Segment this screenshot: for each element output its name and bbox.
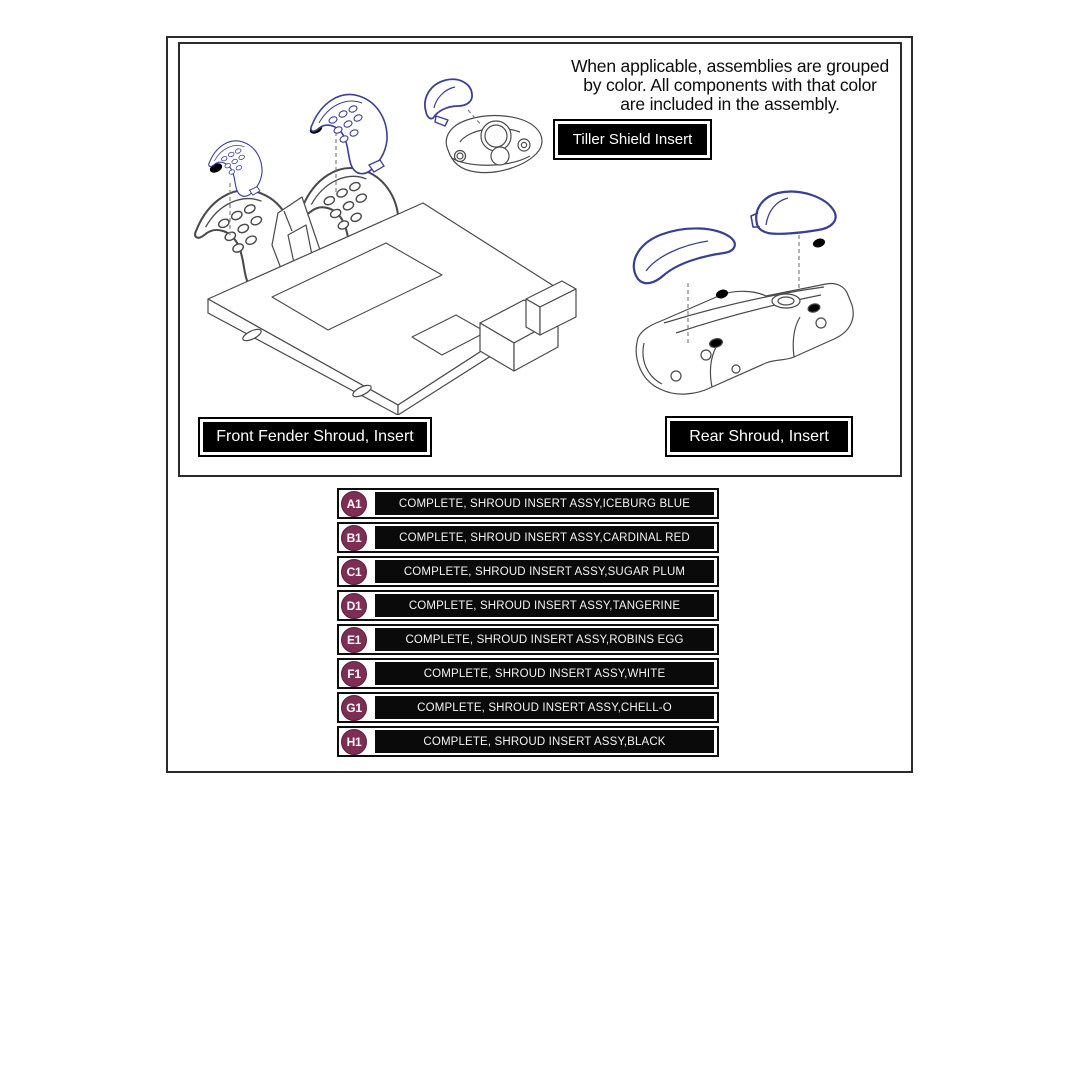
part-ref-badge: C1 (341, 559, 367, 585)
part-description: COMPLETE, SHROUD INSERT ASSY,BLACK (375, 730, 714, 753)
part-description: COMPLETE, SHROUD INSERT ASSY,CARDINAL RED (375, 526, 714, 549)
tiller-shield-label-text: Tiller Shield Insert (558, 124, 707, 155)
parts-list-row (337, 556, 719, 587)
parts-list-row (337, 658, 719, 689)
part-ref-badge: F1 (341, 661, 367, 687)
tiller-shield-label (553, 119, 712, 160)
part-ref-badge: H1 (341, 729, 367, 755)
parts-list-row (337, 624, 719, 655)
front-fender-label-text: Front Fender Shroud, Insert (203, 422, 427, 452)
part-ref-badge: D1 (341, 593, 367, 619)
part-description: COMPLETE, SHROUD INSERT ASSY,CHELL-O (375, 696, 714, 719)
rear-shroud-label (665, 416, 853, 457)
rear-shroud-drawing (616, 183, 896, 408)
tiller-insert (425, 79, 472, 126)
part-ref-badge: G1 (341, 695, 367, 721)
note-line-2: by color. All components with that color (583, 75, 877, 95)
rear-insert-right (751, 192, 836, 234)
part-description: COMPLETE, SHROUD INSERT ASSY,SUGAR PLUM (375, 560, 714, 583)
front-fender-label (198, 417, 432, 457)
part-description: COMPLETE, SHROUD INSERT ASSY,ROBINS EGG (375, 628, 714, 651)
parts-list-row (337, 522, 719, 553)
parts-list-row (337, 692, 719, 723)
parts-list-row (337, 590, 719, 621)
parts-list-row (337, 726, 719, 757)
rear-insert-left (634, 228, 735, 283)
rear-shroud-label-text: Rear Shroud, Insert (670, 421, 848, 452)
parts-list-row (337, 488, 719, 519)
part-description: COMPLETE, SHROUD INSERT ASSY,TANGERINE (375, 594, 714, 617)
part-description: COMPLETE, SHROUD INSERT ASSY,ICEBURG BLUE (375, 492, 714, 515)
note-line-3: are included in the assembly. (620, 94, 840, 114)
note-line-1: When applicable, assemblies are grouped (570, 56, 890, 76)
part-description: COMPLETE, SHROUD INSERT ASSY,WHITE (375, 662, 714, 685)
part-ref-badge: B1 (341, 525, 367, 551)
tiller-console-body (446, 116, 542, 173)
part-ref-badge: E1 (341, 627, 367, 653)
rear-body (636, 283, 853, 394)
tiller-shield-drawing (408, 72, 563, 190)
front-insert-right (311, 95, 387, 174)
parts-list (337, 488, 719, 757)
part-ref-badge: A1 (341, 491, 367, 517)
assembly-color-note (556, 57, 904, 114)
